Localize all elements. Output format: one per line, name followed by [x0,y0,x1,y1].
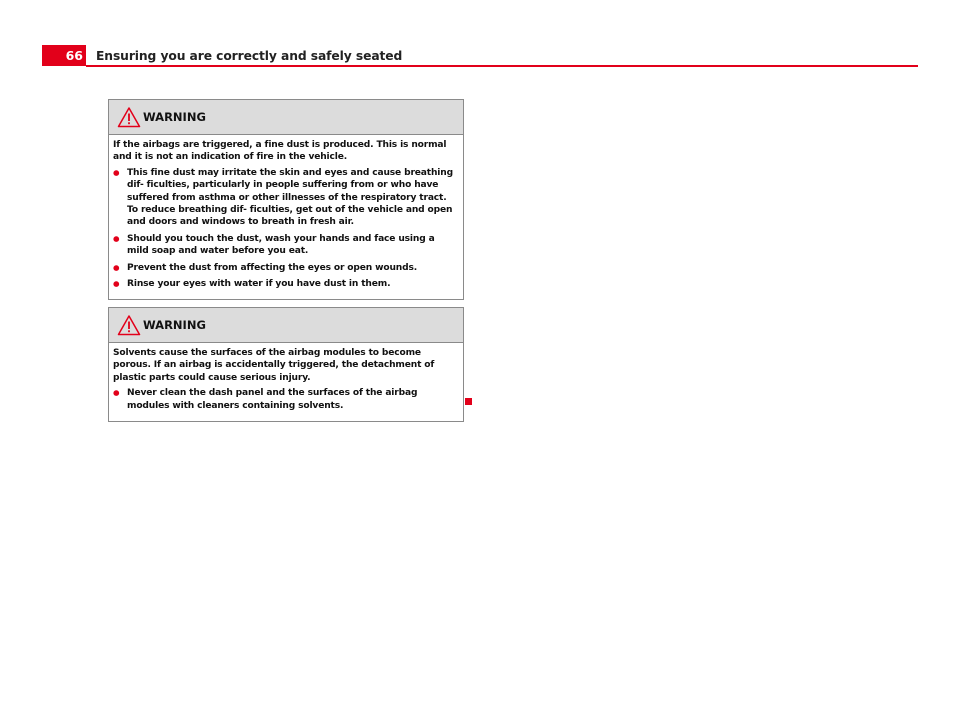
warning-bullet: ● This fine dust may irritate the skin and eyes and cause breathing dif- ficulties, particularly in people suffering from or who have suffered from asthma or other illnesses of the respiratory tract. To reduce breathing dif- ficulties, get out of the vehicle and open and doors and windows to breath in fresh air. [113,167,457,229]
warning-label: WARNING [143,318,206,332]
warning-bullet: ● Should you touch the dust, wash your hands and face using a mild soap and water before you eat. [113,233,457,258]
page-header [42,45,918,67]
warning-label: WARNING [143,110,206,124]
header-rule [86,65,918,67]
warning-body [109,135,463,299]
warning-intro: If the airbags are triggered, a fine dust is produced. This is normal and it is not an indication of fire in the vehicle. [113,140,447,163]
warning-bullet: ● Rinse your eyes with water if you have dust in them. [113,278,457,290]
page-title: Ensuring you are correctly and safely seated [96,49,403,63]
warning-header [109,100,463,135]
warning-bullet: ● Prevent the dust from affecting the eyes or open wounds. [113,262,457,274]
warning-intro: Solvents cause the surfaces of the airbag modules to become porous. If an airbag is accidentally triggered, the detachment of plastic parts could cause serious injury. [113,348,435,383]
warning-triangle-icon [117,314,141,336]
warning-box-airbag-dust [108,99,464,300]
warning-triangle-icon [117,106,141,128]
page-number: 66 [65,48,83,63]
warning-bullet: ● Never clean the dash panel and the surfaces of the airbag modules with cleaners containing solvents. [113,387,457,412]
warning-box-solvents [108,307,464,422]
page-number-badge [42,45,86,66]
end-of-section-icon [465,398,472,405]
warning-body [109,343,463,421]
warning-header [109,308,463,343]
